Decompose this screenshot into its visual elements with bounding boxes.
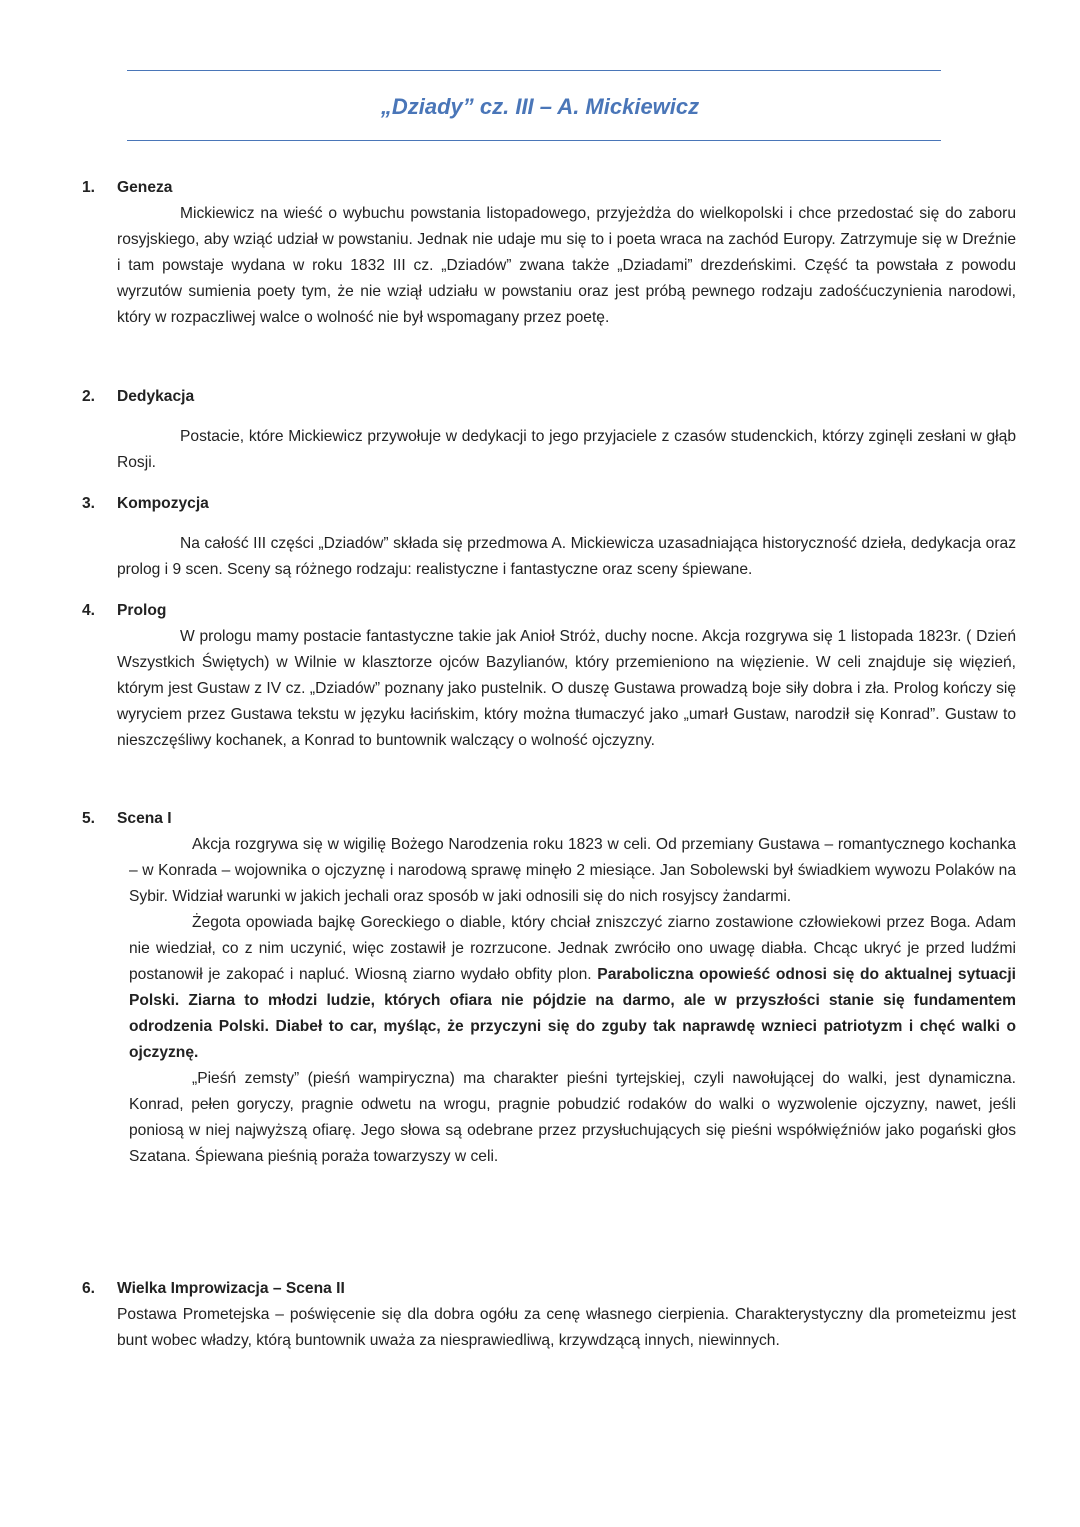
- section-text: [129, 832, 1016, 1170]
- section-number: 2.: [82, 388, 96, 405]
- title-rule-bottom: [127, 140, 941, 141]
- section-number: 5.: [82, 810, 96, 827]
- paragraph: Na całość III części „Dziadów” składa się przedmowa A. Mickiewicza uzasadniająca historyczność dzieła, dedykacja oraz prolog i 9 scen. Sceny są różnego rodzaju: realistyczne i fantastyczne oraz sceny śpiewane.: [117, 535, 1016, 578]
- title-rule-top: [127, 70, 941, 71]
- section-text: [117, 201, 1016, 331]
- section-heading: Kompozycja: [117, 495, 209, 512]
- paragraph: Postacie, które Mickiewicz przywołuje w dedykacji to jego przyjaciele z czasów studenckich, którzy zginęli zesłani w głąb Rosji.: [117, 428, 1016, 471]
- section-heading: Wielka Improwizacja – Scena II: [117, 1280, 345, 1297]
- paragraph-bold-text: Paraboliczna opowieść odnosi się do aktualnej sytuacji Polski. Ziarna to młodzi ludzie, których ofiara nie pójdzie na darmo, ale w przyszłości stanie się fundamentem odrodzenia Polski. Diabeł to car, myśląc, że przyczyni się do zguby tak naprawdę wznieci patriotyzm i chęć walki o ojczyznę.: [129, 966, 1016, 1061]
- document-title: „Dziady” cz. III – A. Mickiewicz: [380, 94, 700, 119]
- section-text: [117, 624, 1016, 754]
- paragraph: W prologu mamy postacie fantastyczne takie jak Anioł Stróż, duchy nocne. Akcja rozgrywa się 1 listopada 1823r. ( Dzień Wszystkich Świętych) w Wilnie w klasztorze ojców Bazylianów, który przemieniono na więzienie. W celi znajduje się więzień, którym jest Gustaw z IV cz. „Dziadów” poznany jako pustelnik. O duszę Gustawa prowadzą boje siły dobra i zła. Prolog kończy się wyryciem przez Gustawa tekstu w języku łacińskim, który można tłumaczyć jako „umarł Gustaw, narodził się Konrad”. Gustaw to nieszczęśliwy kochanek, a Konrad to buntownik walczący o wolność ojczyzny.: [117, 628, 1016, 749]
- section-scena-i: [82, 806, 1016, 1170]
- paragraph-parable: [129, 910, 1016, 1066]
- section-kompozycja: [82, 491, 1016, 583]
- section-heading: Prolog: [117, 602, 167, 619]
- paragraph: „Pieśń zemsty” (pieśń wampiryczna) ma charakter pieśni tyrtejskiej, czyli nawołującej do walki, jest dynamiczna. Konrad, pełen goryczy, pragnie odwetu na wrogu, pragnie pobudzić rodaków do walki o wyzwolenie ojczyzny, nawet, jeśli poniosą w niej najwyższą ofiarę. Jego słowa są odebrane przez przysłuchujących się pieśni współwięźniów jako pogański głos Szatana. Śpiewana pieśnią poraża towarzyszy w celi.: [129, 1070, 1016, 1165]
- section-number: 3.: [82, 495, 96, 512]
- section-number: 6.: [82, 1280, 96, 1297]
- section-heading: Scena I: [117, 810, 172, 827]
- section-heading: Dedykacja: [117, 388, 195, 405]
- section-text: [117, 424, 1016, 476]
- section-heading: Geneza: [117, 179, 173, 196]
- section-wielka-improwizacja: [82, 1276, 1016, 1354]
- section-dedykacja: [82, 384, 1016, 476]
- section-number: 1.: [82, 179, 96, 196]
- section-text: [117, 1302, 1016, 1354]
- section-prolog: [82, 598, 1016, 754]
- paragraph: Mickiewicz na wieść o wybuchu powstania listopadowego, przyjeżdża do wielkopolski i chce przedostać się do zaboru rosyjskiego, aby wziąć udział w powstaniu. Jednak nie udaje mu się to i poeta wraca na zachód Europy. Zatrzymuje się w Dreźnie i tam powstaje wydana w roku 1832 III cz. „Dziadów” zwana także „Dziadami” drezdeńskimi. Część ta powstała z powodu wyrzutów sumienia poety tym, że nie wziął udziału w powstaniu oraz jest próbą pewnego rodzaju zadośćuczynienia narodowi, który w rozpaczliwej walce o wolność nie był wspomagany przez poetę.: [117, 205, 1016, 326]
- section-number: 4.: [82, 602, 96, 619]
- section-text: [117, 531, 1016, 583]
- paragraph: Akcja rozgrywa się w wigilię Bożego Narodzenia roku 1823 w celi. Od przemiany Gustawa – romantycznego kochanka – w Konrada – wojownika o ojczyznę i narodową sprawę minęło 2 miesiące. Jan Sobolewski był świadkiem wywozu Polaków na Sybir. Widział warunki w jakich jechali oraz sposób w jaki odnosili się do nich rosyjscy żandarmi.: [129, 836, 1016, 905]
- paragraph: Postawa Prometejska – poświęcenie się dla dobra ogółu za cenę własnego cierpienia. Charakterystyczny dla prometeizmu jest bunt wobec władzy, którą buntownik uważa za niesprawiedliwą, krzywdzącą innych, niewinnych.: [117, 1306, 1016, 1349]
- section-geneza: [82, 175, 1016, 331]
- paragraph-plain-text: Żegota opowiada bajkę Goreckiego o diable, który chciał zniszczyć ziarno zostawione człowiekowi przez Boga. Adam nie wiedział, co z nim uczynić, więc zostawił je rozrzucone. Jednak zwróciło ono uwagę diabła. Chcąc ukryć je przed ludźmi postanowił je zakopać i napluć. Wiosną ziarno wydało obfity plon.: [129, 914, 1016, 983]
